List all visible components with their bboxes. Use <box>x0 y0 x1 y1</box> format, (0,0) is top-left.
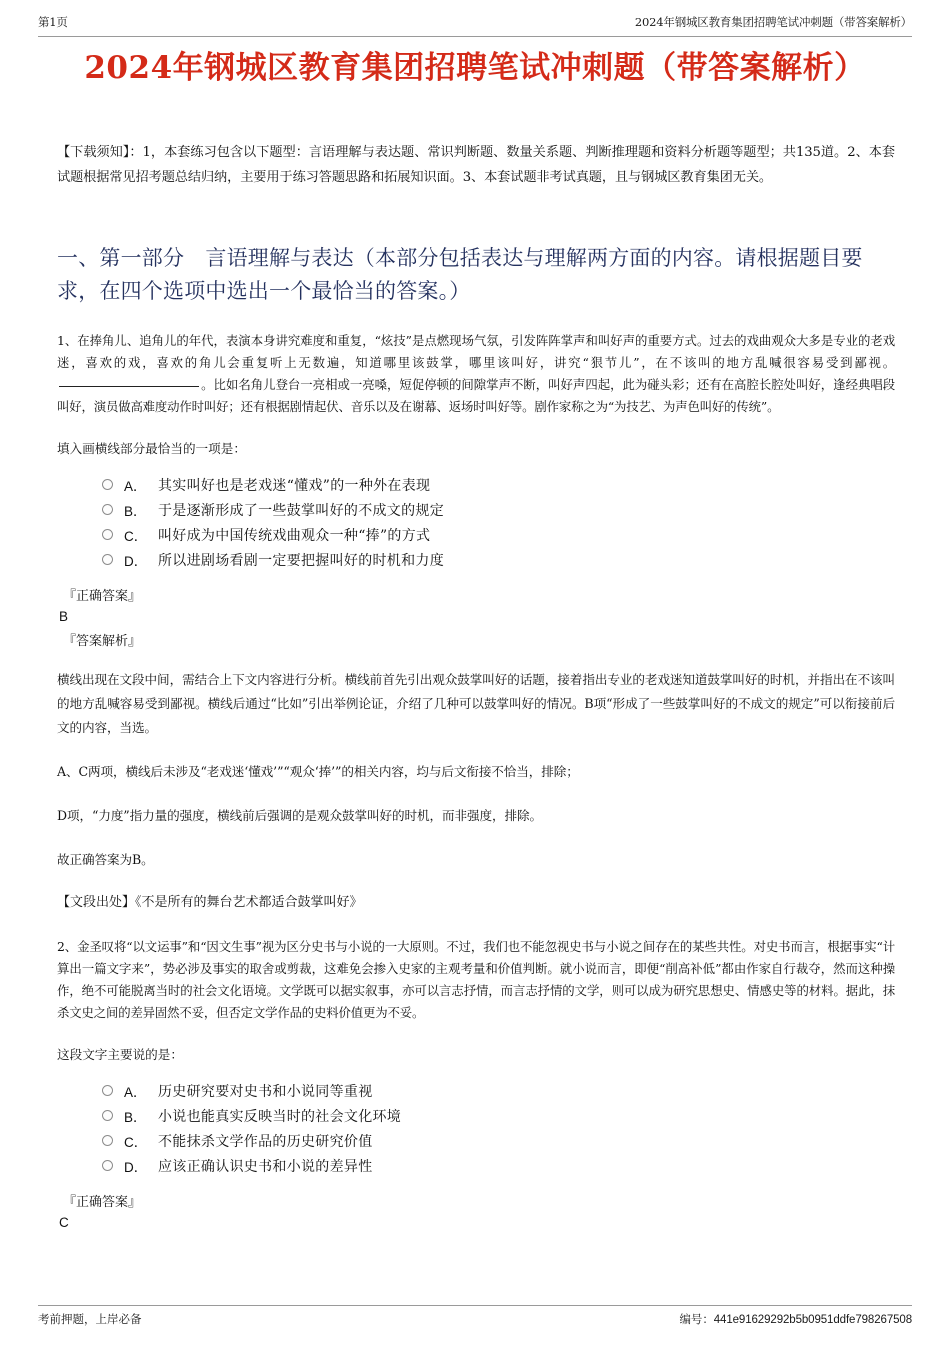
option-c[interactable] <box>102 522 895 547</box>
question-1-analysis-para-4: 故正确答案为B。 <box>57 852 154 867</box>
option-letter: A． <box>124 478 147 494</box>
radio-icon[interactable] <box>102 1110 113 1121</box>
option-text: 其实叫好也是老戏迷“懂戏”的一种外在表现 <box>158 477 431 494</box>
radio-icon[interactable] <box>102 1085 113 1096</box>
section-heading: 一、第一部分 言语理解与表达（本部分包括表达与理解两方面的内容。请根据题目要求，在四个选项中选出一个最恰当的答案。） <box>57 246 863 303</box>
document-content <box>57 140 895 1233</box>
radio-icon[interactable] <box>102 529 113 540</box>
source-label: 【文段出处】 <box>57 895 136 910</box>
footer-code-label: 编号： <box>679 1312 714 1326</box>
footer-code <box>680 1311 912 1327</box>
question-2-answer-value: C <box>59 1215 69 1230</box>
question-1-answer-value: B <box>59 609 69 624</box>
page-number-label: 第1页 <box>38 15 68 29</box>
question-2-options <box>102 1078 895 1178</box>
question-1-answer-label: 『正确答案』 <box>63 589 142 604</box>
question-2-stem: 2、金圣叹将“以文运事”和“因文生事”视为区分史书与小说的一大原则。不过，我们也不能忽视史书与小说之间存在的某些共性。对史书而言，根据事实“计算出一篇文字来”，势必涉及事实的取舍或剪裁，这难免会掺入史家的主观考量和价值判断。就小说而言，即便“削高补低”都由作家自行裁夺，然而这种操作，绝不可能脱离当时的社会文化语境。文学既可以据实叙事，亦可以言志抒情，而言志抒情的文学，则可以成为研究思想史、情感史等的材料。据此，抹杀文史之间的差异固然不妥，但否定文学作品的史料价值更为不妥。 <box>57 939 895 1020</box>
option-text: 不能抹杀文学作品的历史研究价值 <box>158 1133 373 1150</box>
option-letter: D． <box>124 553 148 569</box>
question-2-prompt: 这段文字主要说的是： <box>57 1047 183 1062</box>
question-1-analysis-para-2: A、C两项，横线后未涉及“老戏迷‘懂戏’”“观众‘捧’”的相关内容，均与后文衔接不恰当，排除； <box>57 764 579 779</box>
option-a[interactable] <box>102 1078 895 1103</box>
running-header <box>38 14 912 37</box>
option-b[interactable] <box>102 497 895 522</box>
option-text: 所以进剧场看剧一定要把握叫好的时机和力度 <box>158 552 444 569</box>
option-c[interactable] <box>102 1128 895 1153</box>
option-text: 于是逐渐形成了一些鼓掌叫好的不成文的规定 <box>158 502 444 519</box>
page-footer <box>38 1305 912 1327</box>
radio-icon[interactable] <box>102 479 113 490</box>
radio-icon[interactable] <box>102 504 113 515</box>
option-letter: C． <box>124 1134 148 1150</box>
question-1-prompt: 填入画横线部分最恰当的一项是： <box>57 441 246 456</box>
download-notice: 【下载须知】：1，本套练习包含以下题型：言语理解与表达题、常识判断题、数量关系题、判断推理题和资料分析题等题型；共135道。2、本套试题根据常见招考题总结归纳，主要用于练习答题思路和拓展知识面。3、本套试题非考试真题，且与钢城区教育集团无关。 <box>57 145 895 185</box>
fill-in-blank-underline <box>59 386 199 387</box>
option-a[interactable] <box>102 472 895 497</box>
option-letter: C． <box>124 528 148 544</box>
option-letter: D． <box>124 1159 148 1175</box>
footer-slogan: 考前押题，上岸必备 <box>38 1312 142 1326</box>
option-letter: B． <box>124 1109 147 1125</box>
option-b[interactable] <box>102 1103 895 1128</box>
question-1-stem-part1: 1、在捧角儿、追角儿的年代，表演本身讲究难度和重复，“炫技”是点燃现场气氛，引发阵阵掌声和叫好声的重要方式。过去的戏曲观众大多是专业的老戏迷，喜欢的戏，喜欢的角儿会重复听上无数遍，知道哪里该鼓掌，哪里该叫好，讲究“狠节儿”，在不该叫的地方乱喊很容易受到鄙视。 <box>57 333 895 370</box>
option-text: 叫好成为中国传统戏曲观众一种“捧”的方式 <box>158 527 431 544</box>
option-d[interactable] <box>102 1153 895 1178</box>
option-text: 应该正确认识史书和小说的差异性 <box>158 1158 373 1175</box>
question-1-stem-part2: 。比如名角儿登台一亮相或一亮嗓，短促停顿的间隙掌声不断，叫好声四起，此为碰头彩；还有在高腔长腔处叫好，逢经典唱段叫好，演员做高难度动作时叫好；还有根据剧情起伏、音乐以及在谢幕、返场时叫好等。剧作家称之为“为技艺、为声色叫好的传统”。 <box>57 377 895 414</box>
radio-icon[interactable] <box>102 554 113 565</box>
question-2-answer-label: 『正确答案』 <box>63 1195 142 1210</box>
question-1-analysis-para-3: D项，“力度”指力量的强度，横线前后强调的是观众鼓掌叫好的时机，而非强度，排除。 <box>57 808 542 823</box>
running-header-title: 2024年钢城区教育集团招聘笔试冲刺题（带答案解析） <box>634 15 912 29</box>
question-1-analysis-label: 『答案解析』 <box>63 634 142 649</box>
page-title: 2024年钢城区教育集团招聘笔试冲刺题（带答案解析） <box>84 50 866 86</box>
question-1-source <box>57 892 895 914</box>
option-text: 历史研究要对史书和小说同等重视 <box>158 1083 373 1100</box>
source-title: 《不是所有的舞台艺术都适合鼓掌叫好》 <box>135 895 363 910</box>
option-d[interactable] <box>102 547 895 572</box>
option-letter: B． <box>124 503 147 519</box>
option-letter: A． <box>124 1084 147 1100</box>
question-1-stem <box>57 330 895 418</box>
radio-icon[interactable] <box>102 1135 113 1146</box>
question-1-analysis-para-1: 横线出现在文段中间，需结合上下文内容进行分析。横线前首先引出观众鼓掌叫好的话题，接着指出专业的老戏迷知道鼓掌叫好的时机，并指出在不该叫的地方乱喊容易受到鄙视。横线后通过“比如”引出举例论证，介绍了几种可以鼓掌叫好的情况。B项“形成了一些鼓掌叫好的不成文的规定”可以衔接前后文的内容，当选。 <box>57 672 895 735</box>
question-1-options <box>102 472 895 572</box>
option-text: 小说也能真实反映当时的社会文化环境 <box>158 1108 402 1125</box>
footer-code-value: 441e91629292b5b0951ddfe798267508 <box>713 1314 912 1326</box>
radio-icon[interactable] <box>102 1160 113 1171</box>
